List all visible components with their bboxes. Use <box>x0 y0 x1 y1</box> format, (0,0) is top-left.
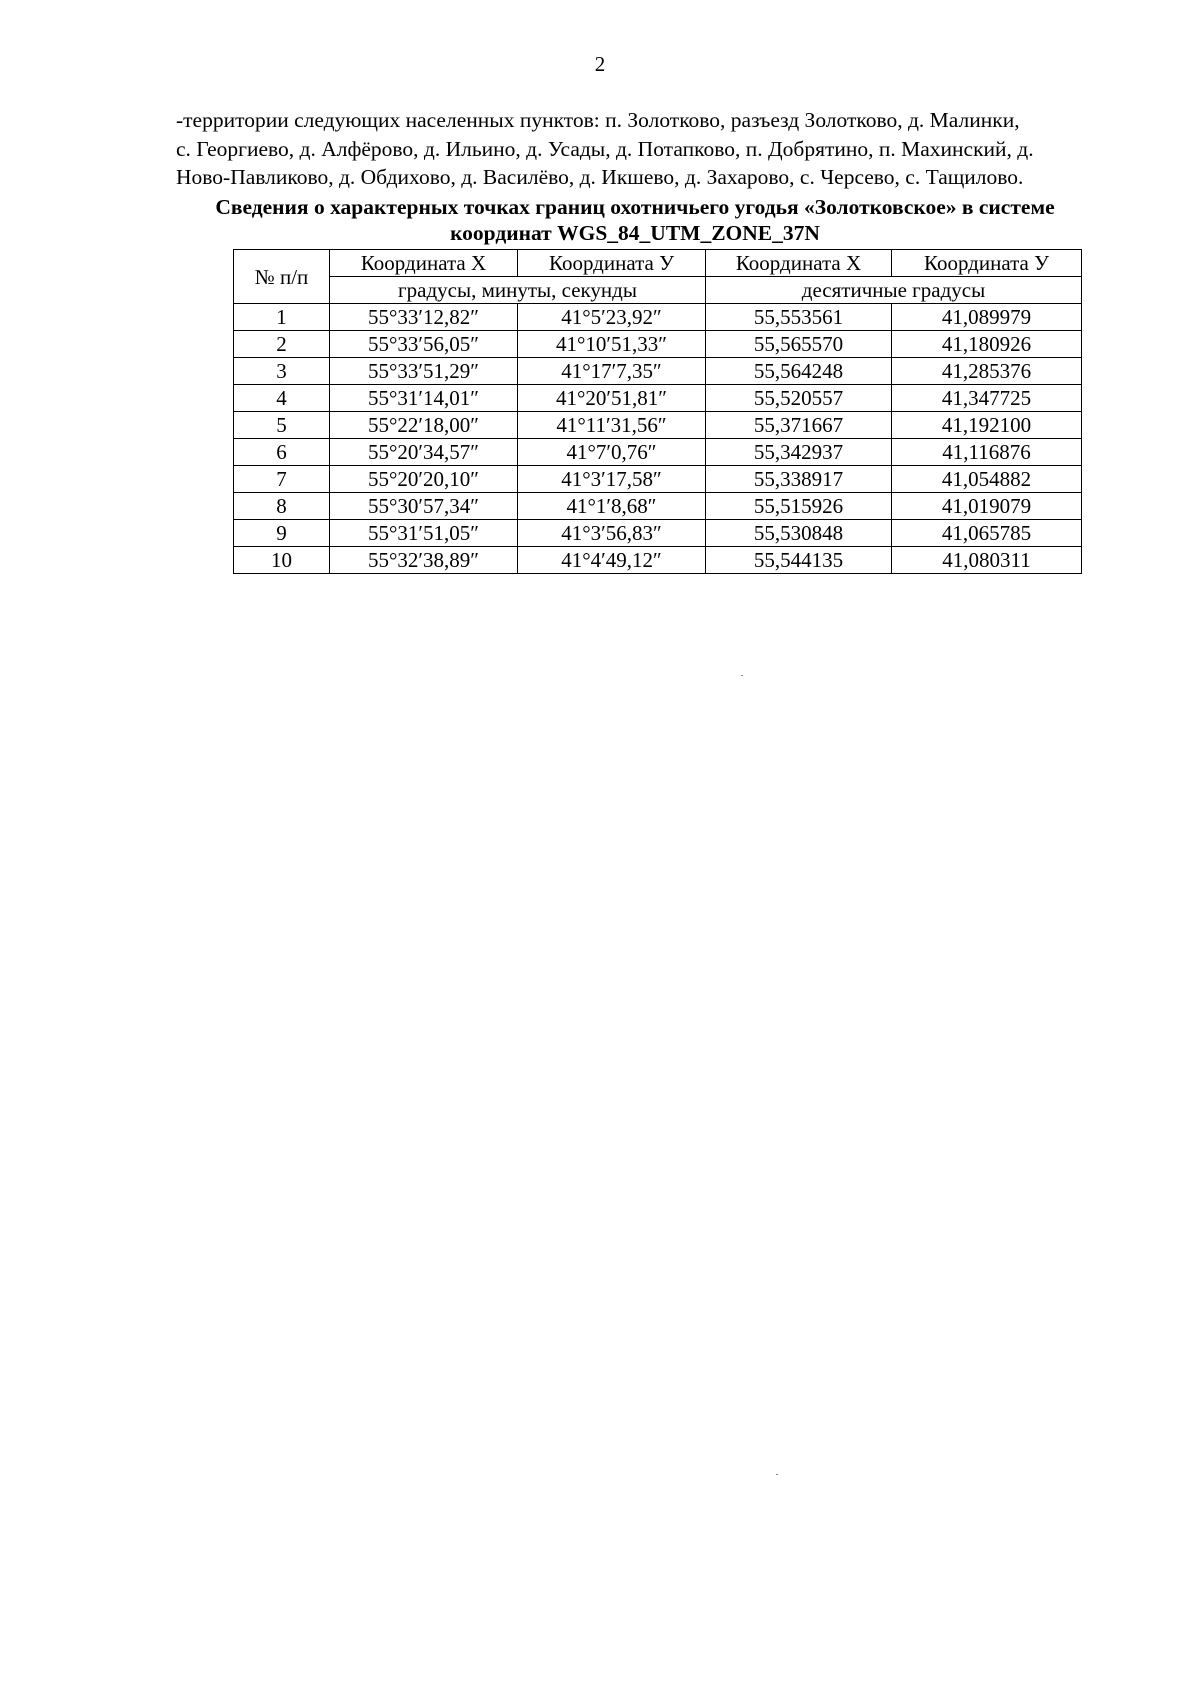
table-cell: 55,530848 <box>706 520 892 547</box>
table-cell: 41°11′31,56″ <box>518 412 706 439</box>
row-number-cell: 10 <box>234 547 330 574</box>
row-number-cell: 3 <box>234 358 330 385</box>
num-header: № п/п <box>234 250 330 304</box>
table-cell: 55°33′51,29″ <box>330 358 518 385</box>
row-number-cell: 5 <box>234 412 330 439</box>
table-cell: 55,342937 <box>706 439 892 466</box>
table-cell: 55°31′14,01″ <box>330 385 518 412</box>
table-row <box>234 547 1082 574</box>
table-cell: 55°22′18,00″ <box>330 412 518 439</box>
table-cell: 55,371667 <box>706 412 892 439</box>
column-header: Координата Х <box>706 250 892 277</box>
row-number-cell: 4 <box>234 385 330 412</box>
table-cell: 55,520557 <box>706 385 892 412</box>
page-number: 2 <box>594 52 606 76</box>
table-cell: 55°32′38,89″ <box>330 547 518 574</box>
column-header: Координата Х <box>330 250 518 277</box>
table-cell: 55°33′56,05″ <box>330 331 518 358</box>
scan-speck <box>776 1474 778 1475</box>
table-group-row <box>234 277 1082 304</box>
row-number-cell: 6 <box>234 439 330 466</box>
table-cell: 55,544135 <box>706 547 892 574</box>
table-cell: 55°20′34,57″ <box>330 439 518 466</box>
row-number-cell: 9 <box>234 520 330 547</box>
table-cell: 55,564248 <box>706 358 892 385</box>
table-cell: 41°5′23,92″ <box>518 304 706 331</box>
row-number-cell: 7 <box>234 466 330 493</box>
group-header-dms: градусы, минуты, секунды <box>330 277 706 304</box>
intro-line: с. Георгиево, д. Алфёрово, д. Ильино, д. Усады, д. Потапково, п. Добрятино, п. Махинский, д. <box>176 136 1034 161</box>
table-cell: 41°4′49,12″ <box>518 547 706 574</box>
table-cell: 41,285376 <box>892 358 1082 385</box>
table-cell: 41,116876 <box>892 439 1082 466</box>
coordinates-table <box>233 249 1082 574</box>
table-body <box>234 304 1082 574</box>
table-cell: 55,553561 <box>706 304 892 331</box>
table-cell: 55,338917 <box>706 466 892 493</box>
table-cell: 41,347725 <box>892 385 1082 412</box>
row-number-cell: 2 <box>234 331 330 358</box>
table-row <box>234 412 1082 439</box>
table-row <box>234 493 1082 520</box>
table-row <box>234 358 1082 385</box>
table-cell: 55°20′20,10″ <box>330 466 518 493</box>
table-row <box>234 520 1082 547</box>
table-header-row <box>234 250 1082 277</box>
table-row <box>234 304 1082 331</box>
table-row <box>234 466 1082 493</box>
row-number-cell: 1 <box>234 304 330 331</box>
table-cell: 41,054882 <box>892 466 1082 493</box>
table-cell: 41°3′17,58″ <box>518 466 706 493</box>
table-cell: 41°20′51,81″ <box>518 385 706 412</box>
table-row <box>234 439 1082 466</box>
table-cell: 55°33′12,82″ <box>330 304 518 331</box>
intro-line: Ново-Павликово, д. Обдихово, д. Василёво, д. Икшево, д. Захарово, с. Черсево, с. Тащилово. <box>176 165 1024 189</box>
table-cell: 41,080311 <box>892 547 1082 574</box>
group-header-decimal: десятичные градусы <box>706 277 1082 304</box>
table-cell: 41°10′51,33″ <box>518 331 706 358</box>
table-heading <box>150 194 1120 246</box>
table-cell: 41,065785 <box>892 520 1082 547</box>
row-number-cell: 8 <box>234 493 330 520</box>
table-cell: 41,192100 <box>892 412 1082 439</box>
heading-line: координат WGS_84_UTM_ZONE_37N <box>450 221 820 245</box>
table-cell: 55°30′57,34″ <box>330 493 518 520</box>
column-header: Координата У <box>518 250 706 277</box>
table-cell: 41°7′0,76″ <box>518 439 706 466</box>
table-cell: 41°17′7,35″ <box>518 358 706 385</box>
table-row <box>234 331 1082 358</box>
table-cell: 41,019079 <box>892 493 1082 520</box>
table-row <box>234 385 1082 412</box>
table-cell: 55,515926 <box>706 493 892 520</box>
table-header <box>234 250 1082 304</box>
scan-speck <box>741 675 743 676</box>
intro-paragraph <box>176 106 1118 192</box>
heading-line: Сведения о характерных точках границ охотничьего угодья «Золотковское» в системе <box>215 195 1055 219</box>
intro-line: -территории следующих населенных пунктов: п. Золотково, разъезд Золотково, д. Малинки, <box>176 108 1020 132</box>
table-cell: 41,180926 <box>892 331 1082 358</box>
table-cell: 41°1′8,68″ <box>518 493 706 520</box>
table-cell: 55°31′51,05″ <box>330 520 518 547</box>
table-cell: 41,089979 <box>892 304 1082 331</box>
table-cell: 41°3′56,83″ <box>518 520 706 547</box>
table-cell: 55,565570 <box>706 331 892 358</box>
column-header: Координата У <box>892 250 1082 277</box>
